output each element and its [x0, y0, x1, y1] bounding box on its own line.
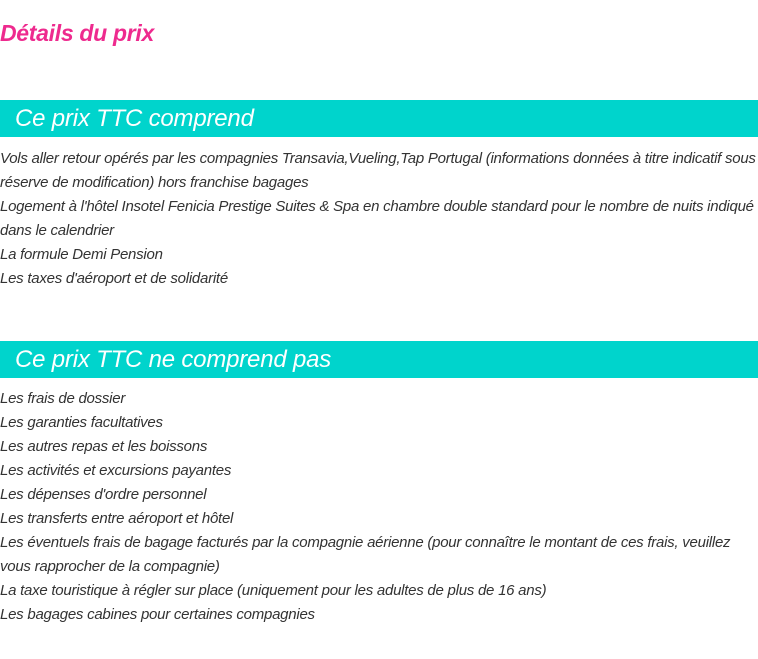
includes-item: La formule Demi Pension: [0, 246, 163, 263]
excludes-item: Les activités et excursions payantes: [0, 462, 232, 479]
excludes-list: [0, 387, 756, 627]
includes-list: [0, 147, 756, 291]
excludes-item: Les garanties facultatives: [0, 414, 163, 431]
page-title: Détails du prix: [0, 20, 154, 46]
excludes-item: Les dépenses d'ordre personnel: [0, 486, 207, 503]
excludes-section-heading: Ce prix TTC ne comprend pas: [0, 341, 758, 378]
excludes-item: Les frais de dossier: [0, 390, 126, 407]
excludes-item: La taxe touristique à régler sur place (uniquement pour les adultes de plus de 16 ans): [0, 582, 547, 599]
includes-item: Logement à l'hôtel Insotel Fenicia Prestige Suites & Spa en chambre double standard pour le nombre de nuits indiqué dans le calendrier: [0, 198, 754, 239]
excludes-item: Les transferts entre aéroport et hôtel: [0, 510, 234, 527]
excludes-item: Les autres repas et les boissons: [0, 438, 208, 455]
includes-section-heading: Ce prix TTC comprend: [0, 100, 758, 137]
includes-item: Les taxes d'aéroport et de solidarité: [0, 270, 228, 287]
excludes-item: Les bagages cabines pour certaines compagnies: [0, 606, 315, 623]
includes-item: Vols aller retour opérés par les compagnies Transavia,Vueling,Tap Portugal (informations données à titre indicatif sous réserve de modification) hors franchise bagages: [0, 150, 756, 191]
excludes-item: Les éventuels frais de bagage facturés par la compagnie aérienne (pour connaître le montant de ces frais, veuillez vous rapprocher de la compagnie): [0, 534, 731, 575]
